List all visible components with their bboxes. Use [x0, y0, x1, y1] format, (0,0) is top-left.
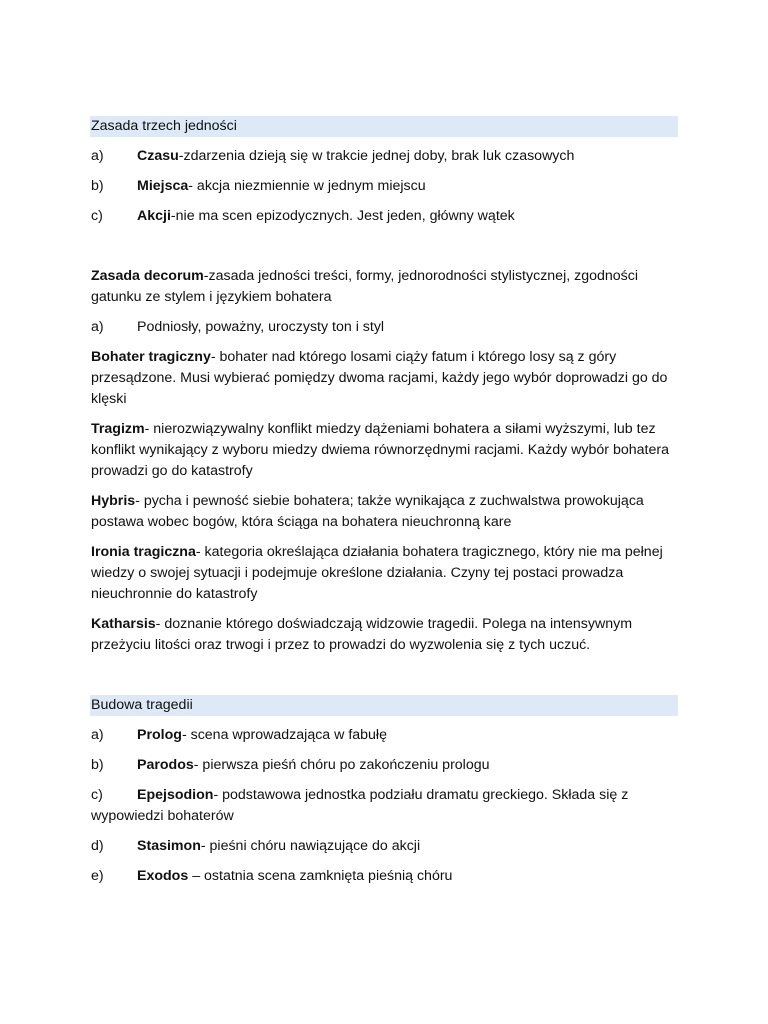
list-item	[91, 785, 678, 827]
list-item	[91, 146, 678, 167]
definition-text: - kategoria określająca działania bohatera tragicznego, który nie ma pełnej wiedzy o swojej sytuacji i podejmuje określone działania. Czyny tej postaci prowadza nieuchronnie do katastrofy	[91, 544, 663, 602]
section-heading-three-unities: Zasada trzech jedności	[90, 116, 678, 137]
list-text: - scena wprowadzająca w fabułę	[181, 727, 387, 743]
list-term: Miejsca	[137, 178, 189, 194]
definition-text: -zasada jedności treści, formy, jednorodności stylistycznej, zgodności gatunku ze stylem i językiem bohatera	[91, 268, 638, 305]
list-text: - akcja niezmiennie w jednym miejscu	[188, 178, 426, 194]
list-term: Prolog	[137, 727, 182, 743]
definition-text: - doznanie którego doświadczają widzowie tragedii. Polega na intensywnym przeżyciu litości oraz trwogi i przez to prowadzi do wyzwolenia się z tych uczuć.	[91, 616, 633, 653]
list-text: Podniosły, poważny, uroczysty ton i styl	[137, 319, 385, 335]
definition-term: Hybris	[91, 493, 136, 509]
list-item	[91, 176, 678, 197]
list-item	[91, 206, 678, 227]
list-marker: b)	[91, 178, 104, 194]
section-heading-tragedy-structure: Budowa tragedii	[90, 695, 678, 716]
definition-paragraph	[91, 347, 678, 410]
list-marker: d)	[91, 838, 104, 854]
list-item	[91, 317, 678, 338]
list-marker: e)	[91, 868, 104, 884]
definition-term: Katharsis	[91, 616, 156, 632]
list-marker: b)	[91, 757, 104, 773]
definition-paragraph	[91, 614, 678, 656]
list-term: Akcji	[137, 208, 171, 224]
list-item	[91, 755, 678, 776]
definition-text: - bohater nad którego losami ciąży fatum i którego losy są z góry przesądzone. Musi wybierać pomiędzy dwoma racjami, każdy jego wybór doprowadzi go do klęski	[91, 349, 668, 407]
list-item	[91, 836, 678, 857]
list-text: -zdarzenia dzieją się w trakcie jednej doby, brak luk czasowych	[178, 148, 575, 164]
list-marker: a)	[91, 727, 104, 743]
list-marker: c)	[91, 208, 103, 224]
definition-text: - nierozwiązywalny konflikt miedzy dążeniami bohatera a siłami wyższymi, lub tez konflikt wynikający z wyboru miedzy dwiema równorzędnymi racjami. Każdy wybór bohatera prowadzi go do katastrofy	[91, 421, 669, 479]
list-term: Parodos	[137, 757, 194, 773]
list-text: - pierwsza pieśń chóru po zakończeniu prologu	[193, 757, 490, 773]
list-text: -nie ma scen epizodycznych. Jest jeden, główny wątek	[170, 208, 515, 224]
list-term: Exodos	[137, 868, 189, 884]
list-marker: c)	[91, 787, 103, 803]
definition-paragraph	[91, 491, 678, 533]
list-term: Stasimon	[137, 838, 201, 854]
decorum-paragraph	[91, 266, 678, 308]
definition-text: - pycha i pewność siebie bohatera; także wynikająca z zuchwalstwa prowokująca postawa wobec bogów, która ściąga na bohatera nieuchronną kare	[91, 493, 644, 530]
definition-paragraph	[91, 419, 678, 482]
list-term: Epejsodion	[137, 787, 214, 803]
definition-term: Bohater tragiczny	[91, 349, 211, 365]
definition-term: Ironia tragiczna	[91, 544, 196, 560]
list-text: – ostatnia scena zamknięta pieśnią chóru	[188, 868, 453, 884]
list-text: - podstawowa jednostka podziału dramatu greckiego. Składa się z wypowiedzi bohaterów	[91, 787, 629, 824]
list-marker: a)	[91, 319, 104, 335]
list-marker: a)	[91, 148, 104, 164]
list-item	[91, 725, 678, 746]
document-page	[91, 116, 678, 887]
list-text: - pieśni chóru nawiązujące do akcji	[200, 838, 421, 854]
definition-paragraph	[91, 542, 678, 605]
list-item	[91, 866, 678, 887]
definition-term: Tragizm	[91, 421, 145, 437]
definition-term: Zasada decorum	[91, 268, 204, 284]
list-term: Czasu	[137, 148, 179, 164]
